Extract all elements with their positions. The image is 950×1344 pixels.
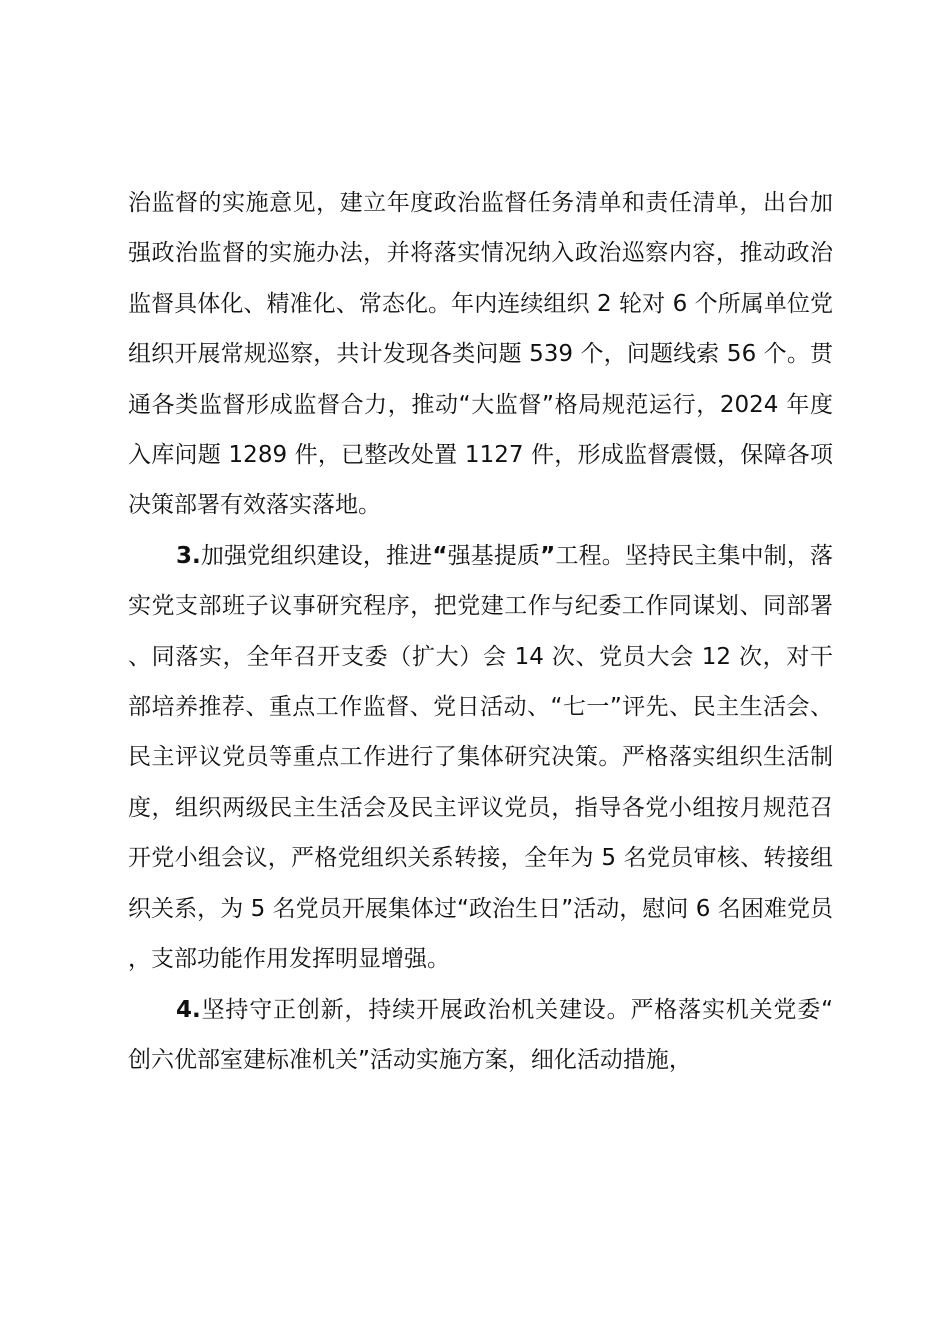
close-quote: ” bbox=[540, 542, 556, 569]
quoted-project-name: 强基提质 bbox=[447, 542, 541, 569]
section-number-3: 3. bbox=[176, 542, 201, 569]
paragraph-text: 治监督的实施意见，建立年度政治监督任务清单和责任清单，出台加强政治监督的实施办法，并将落实情况纳入政治巡察内容，推动政治监督具体化、精准化、常态化。年内连续组织 2 轮对 6 个所属单位党组织开展常规巡察，共计发现各类问题 539 个，问题线索 56 个。贯通各类监督形成监督合力，推动“大监督”格局规范运行，2024 年度入库问题 1289 件，已整改处置 1127 件，形成监督震慑，保障各项决策部署有效落实落地。 bbox=[128, 190, 833, 519]
paragraph-political-supervision bbox=[128, 178, 833, 531]
paragraph-political-organ-building bbox=[128, 985, 833, 1086]
document-body bbox=[128, 178, 833, 1085]
section-heading-text: 加强党组织建设，推进 bbox=[200, 542, 433, 569]
open-quote: “ bbox=[432, 542, 448, 569]
paragraph-party-organization-building bbox=[128, 531, 833, 985]
paragraph-text: 坚持守正创新，持续开展政治机关建设。严格落实机关党委“创六优部室建标准机关”活动实施方案，细化活动措施， bbox=[128, 996, 833, 1073]
section-number-4: 4. bbox=[176, 996, 201, 1023]
paragraph-text: 工程。坚持民主集中制，落实党支部班子议事研究程序，把党建工作与纪委工作同谋划、同部署、同落实，全年召开支委（扩大）会 14 次、党员大会 12 次，对干部培养推荐、重点工作监督、党日活动、“七一”评先、民主生活会、民主评议党员等重点工作进行了集体研究决策。严格落实组织生活制度，组织两级民主生活会及民主评议党员，指导各党小组按月规范召开党小组会议，严格党组织关系转接，全年为 5 名党员审核、转接组织关系，为 5 名党员开展集体过“政治生日”活动，慰问 6 名困难党员，支部功能作用发挥明显增强。 bbox=[128, 542, 834, 973]
